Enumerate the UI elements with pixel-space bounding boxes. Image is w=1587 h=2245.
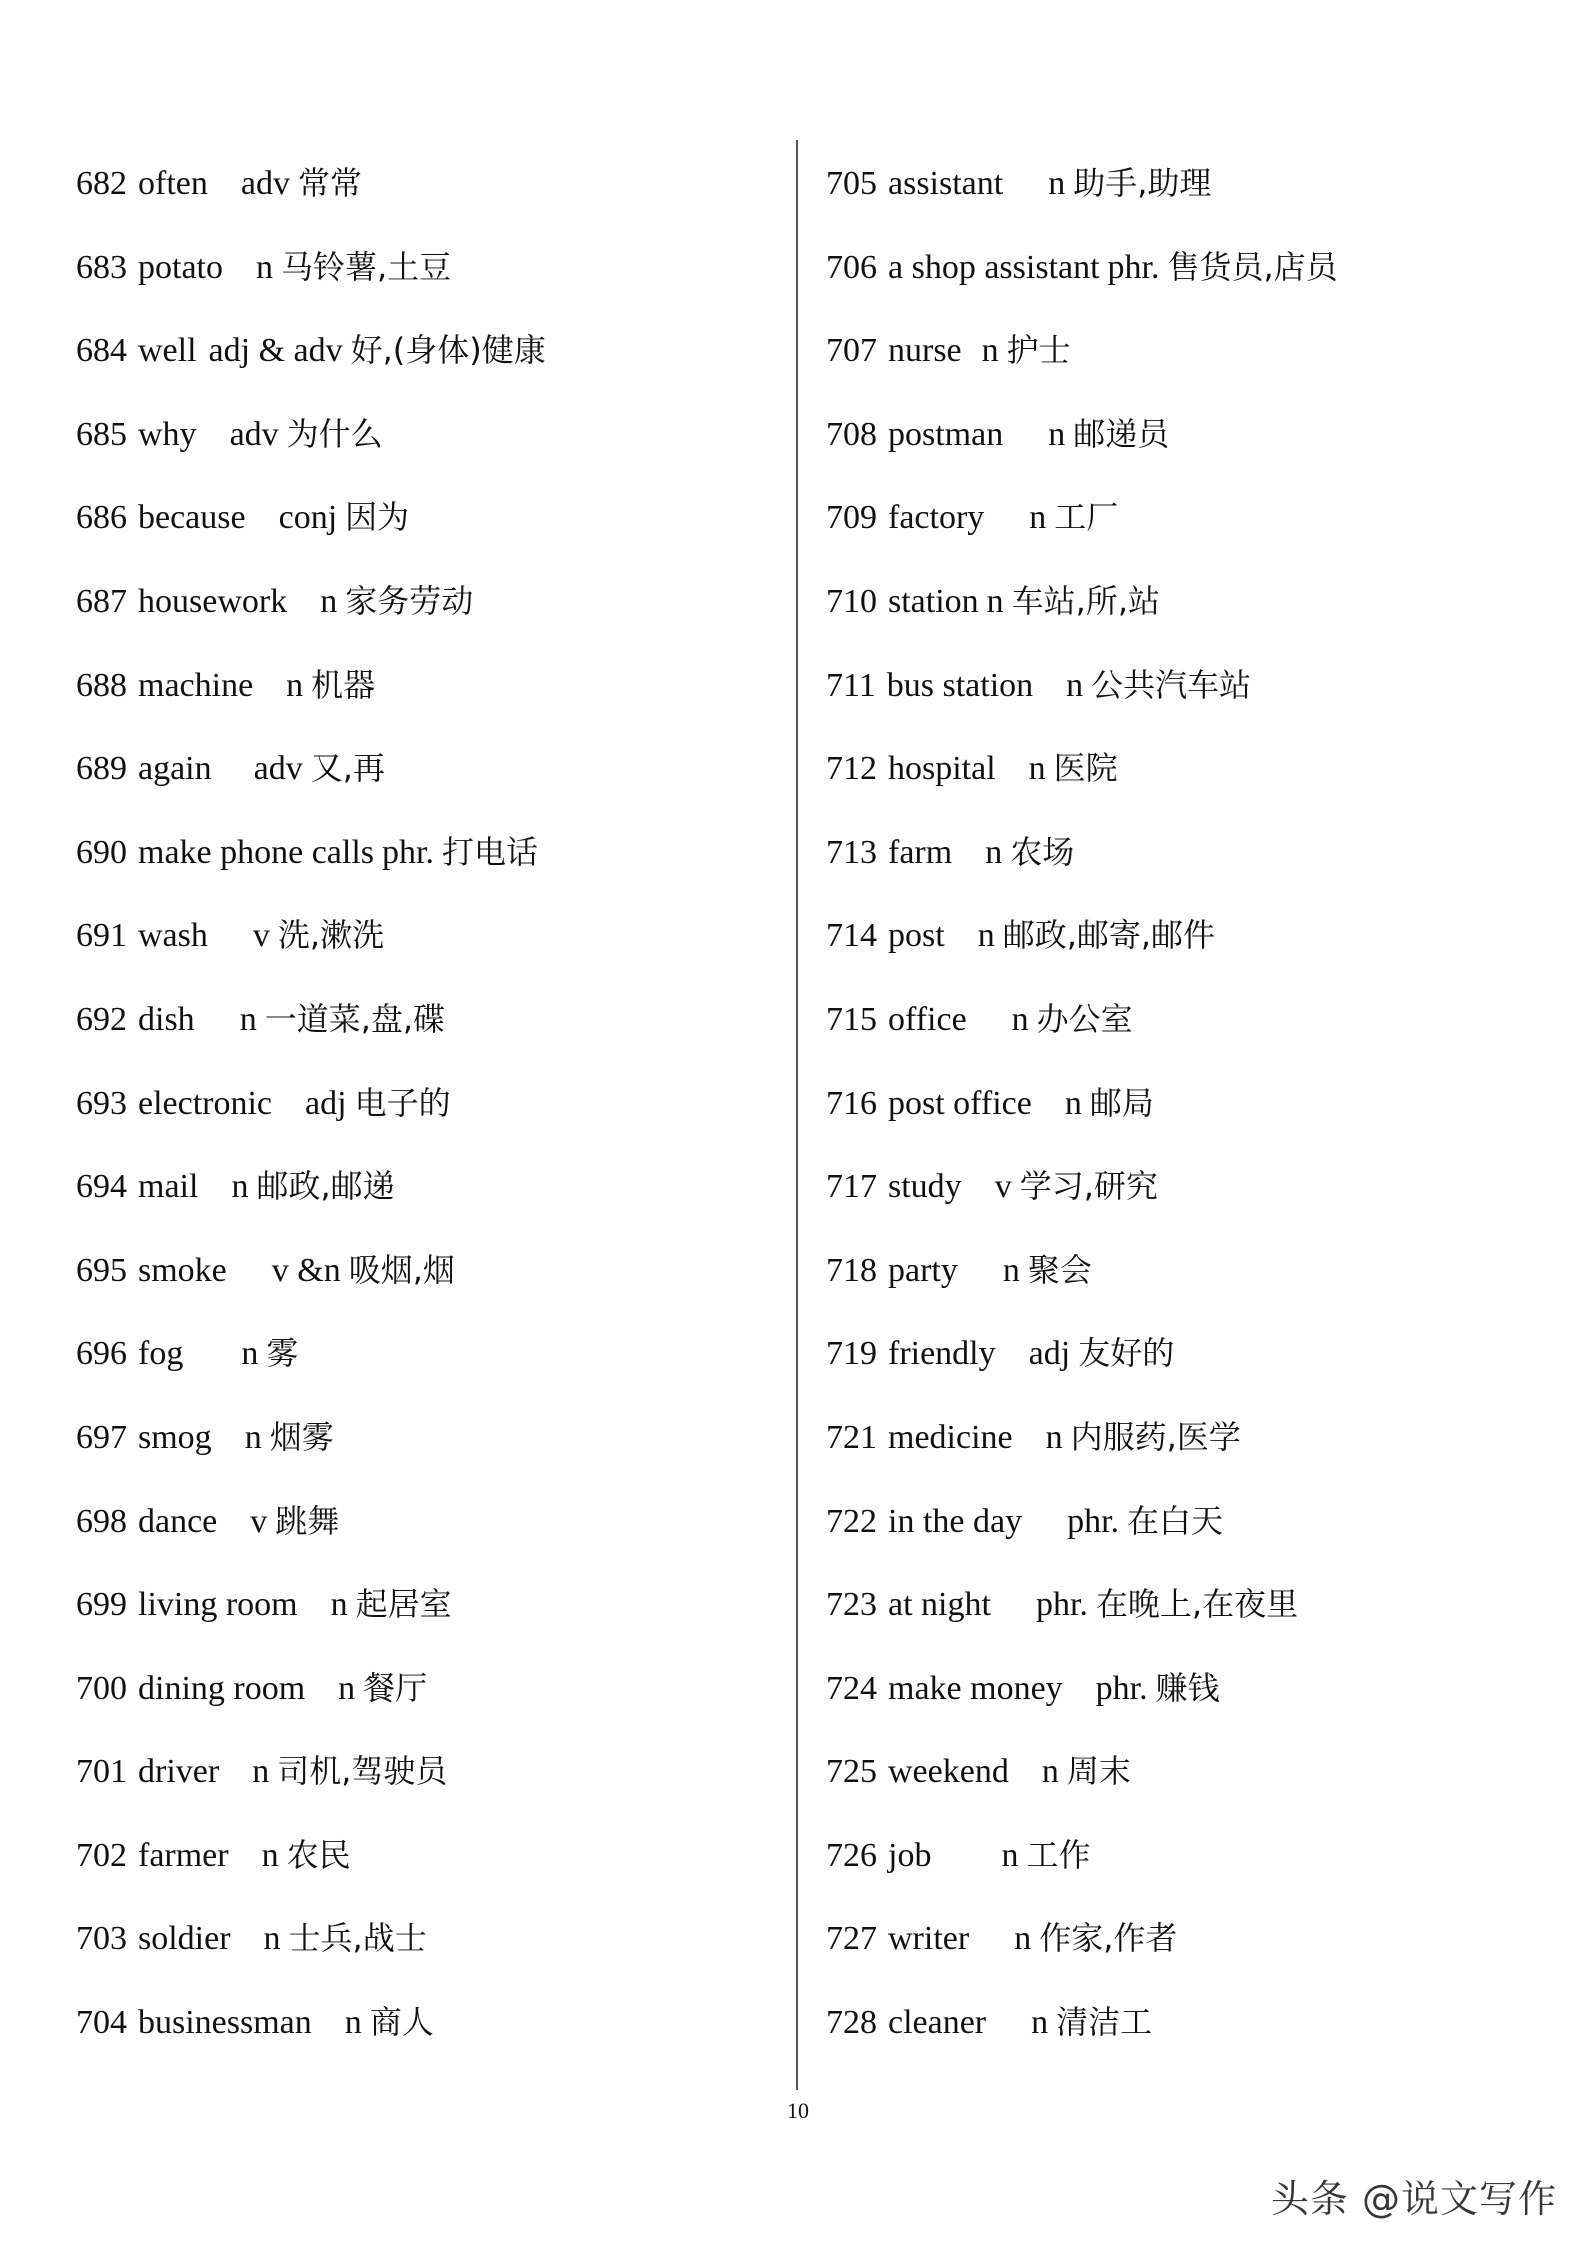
entry-meaning: 因为 <box>345 498 410 537</box>
entry-meaning: 邮递员 <box>1073 414 1170 453</box>
entry-word: living room <box>138 1586 298 1624</box>
vocab-entry <box>76 573 776 657</box>
entry-number: 699 <box>76 1586 127 1624</box>
entry-word: dish <box>138 1000 195 1038</box>
entry-part-of-speech: v <box>994 1168 1012 1206</box>
entry-number: 687 <box>76 582 127 620</box>
vocab-entry <box>826 1994 1546 2078</box>
vocab-entry <box>76 740 776 824</box>
entry-meaning: 司机,驾驶员 <box>277 1752 448 1791</box>
vocab-entry <box>76 1409 776 1493</box>
entry-word: farm <box>888 833 953 871</box>
entry-part-of-speech: n <box>320 582 338 620</box>
entry-word: study <box>888 1168 962 1206</box>
entry-meaning: 一道菜,盘,碟 <box>264 999 446 1038</box>
entry-meaning: 工作 <box>1026 1835 1091 1874</box>
entry-part-of-speech: n <box>1014 1920 1032 1958</box>
entry-number: 700 <box>76 1669 127 1707</box>
entry-word: dining room <box>138 1669 306 1707</box>
entry-word: because <box>138 499 246 537</box>
entry-number: 692 <box>76 1000 127 1038</box>
entry-word: potato <box>138 248 223 286</box>
vocab-entry <box>76 1325 776 1409</box>
entry-number: 689 <box>76 750 127 788</box>
entry-part-of-speech: n <box>981 332 999 370</box>
vocab-entry <box>76 1493 776 1577</box>
entry-number: 685 <box>76 415 127 453</box>
vocab-entry <box>76 657 776 741</box>
entry-meaning: 洗,漱洗 <box>277 916 385 955</box>
entry-part-of-speech: n <box>261 1836 279 1874</box>
entry-number: 706 <box>826 248 877 286</box>
entry-meaning: 学习,研究 <box>1019 1167 1158 1206</box>
entry-meaning: 农场 <box>1010 832 1075 871</box>
vocab-entry <box>826 239 1546 323</box>
entry-word: make phone calls <box>138 833 375 871</box>
entry-number: 717 <box>826 1168 877 1206</box>
entry-number: 683 <box>76 248 127 286</box>
entry-part-of-speech: n <box>977 917 995 955</box>
entry-meaning: 电子的 <box>354 1083 451 1122</box>
entry-word: bus station <box>886 666 1034 704</box>
column-divider <box>796 140 798 2090</box>
vocab-entry <box>76 489 776 573</box>
vocab-entry <box>76 991 776 1075</box>
vocab-entry <box>826 322 1546 406</box>
entry-meaning: 机器 <box>311 665 376 704</box>
vocab-entry <box>826 824 1546 908</box>
entry-meaning: 周末 <box>1066 1752 1131 1791</box>
entry-meaning: 吸烟,烟 <box>348 1250 455 1289</box>
vocab-entry <box>826 740 1546 824</box>
entry-meaning: 在白天 <box>1127 1501 1224 1540</box>
entry-part-of-speech: v <box>250 1502 268 1540</box>
entry-meaning: 售货员,店员 <box>1167 247 1338 286</box>
vocab-entry <box>826 155 1546 239</box>
entry-number: 722 <box>826 1502 877 1540</box>
vocab-entry <box>76 1743 776 1827</box>
entry-part-of-speech: adj <box>1028 1335 1071 1373</box>
vocab-entry <box>76 1660 776 1744</box>
entry-meaning: 办公室 <box>1036 999 1133 1038</box>
entry-word: soldier <box>138 1920 231 1958</box>
entry-number: 701 <box>76 1753 127 1791</box>
entry-number: 712 <box>826 750 877 788</box>
entry-number: 715 <box>826 1000 877 1038</box>
entry-word: hospital <box>888 750 996 788</box>
entry-number: 726 <box>826 1836 877 1874</box>
entry-part-of-speech: phr. <box>1035 1586 1088 1624</box>
vocab-entry <box>826 406 1546 490</box>
vocab-column-left <box>76 155 776 2078</box>
entry-word: smoke <box>138 1251 227 1289</box>
entry-part-of-speech: n <box>985 833 1003 871</box>
entry-word: smog <box>138 1418 212 1456</box>
entry-meaning: 家务劳动 <box>345 581 474 620</box>
vocab-entry <box>826 1242 1546 1326</box>
vocab-column-right <box>826 155 1546 2078</box>
vocab-entry <box>826 1325 1546 1409</box>
vocab-entry <box>826 1409 1546 1493</box>
entry-meaning: 在晚上,在夜里 <box>1095 1585 1299 1624</box>
entry-part-of-speech: n <box>255 248 273 286</box>
entry-word: businessman <box>138 2004 312 2042</box>
entry-meaning: 农民 <box>286 1835 351 1874</box>
entry-number: 725 <box>826 1753 877 1791</box>
vocab-entry <box>826 1493 1546 1577</box>
entry-part-of-speech: adj & adv <box>208 332 343 370</box>
entry-number: 724 <box>826 1669 877 1707</box>
entry-number: 718 <box>826 1251 877 1289</box>
entry-meaning: 内服药,医学 <box>1070 1417 1241 1456</box>
vocab-entry <box>826 573 1546 657</box>
entry-word: at night <box>888 1586 991 1624</box>
entry-meaning: 赚钱 <box>1155 1668 1220 1707</box>
entry-number: 698 <box>76 1502 127 1540</box>
vocab-entry <box>826 1827 1546 1911</box>
vocab-entry <box>76 1827 776 1911</box>
entry-word: friendly <box>888 1335 996 1373</box>
entry-word: wash <box>138 917 208 955</box>
entry-part-of-speech: n <box>252 1753 270 1791</box>
entry-meaning: 雾 <box>266 1334 299 1373</box>
entry-meaning: 作家,作者 <box>1039 1919 1178 1958</box>
entry-number: 710 <box>826 582 877 620</box>
entry-word: electronic <box>138 1084 273 1122</box>
entry-word: farmer <box>138 1836 229 1874</box>
vocab-entry <box>76 1576 776 1660</box>
entry-meaning: 邮政,邮寄,邮件 <box>1002 916 1216 955</box>
vocab-entry <box>76 322 776 406</box>
entry-part-of-speech: n <box>1011 1000 1029 1038</box>
entry-part-of-speech: adv <box>240 165 290 202</box>
entry-number: 728 <box>826 2004 877 2042</box>
vocab-entry <box>76 1075 776 1159</box>
entry-meaning: 为什么 <box>286 414 383 453</box>
entry-meaning: 士兵,战士 <box>288 1919 427 1958</box>
entry-part-of-speech: adv <box>229 415 279 453</box>
page-number: 10 <box>787 2098 809 2123</box>
entry-number: 691 <box>76 917 127 955</box>
entry-word: postman <box>888 415 1004 453</box>
entry-number: 693 <box>76 1084 127 1122</box>
entry-part-of-speech: v <box>252 917 270 955</box>
entry-word: station <box>888 582 979 620</box>
entry-part-of-speech: n <box>244 1418 262 1456</box>
watermark-logo: 头条 @说文写作 <box>1270 2177 1557 2221</box>
vocab-entry <box>76 239 776 323</box>
entry-part-of-speech: n <box>1002 1251 1020 1289</box>
vocab-entry <box>826 1910 1546 1994</box>
entry-word: nurse <box>888 332 962 370</box>
entry-part-of-speech: v &n <box>271 1251 341 1289</box>
entry-number: 705 <box>826 165 877 202</box>
entry-word: housework <box>138 582 288 620</box>
entry-number: 723 <box>826 1586 877 1624</box>
entry-number: 704 <box>76 2004 127 2042</box>
entry-number: 716 <box>826 1084 877 1122</box>
vocab-entry <box>826 907 1546 991</box>
entry-number: 696 <box>76 1335 127 1373</box>
entry-word: cleaner <box>888 2004 987 2042</box>
entry-number: 711 <box>826 666 876 704</box>
entry-part-of-speech: n <box>1028 750 1046 788</box>
entry-word: post <box>888 917 945 955</box>
entry-word: well <box>138 332 197 370</box>
entry-part-of-speech: n <box>1066 666 1084 704</box>
vocab-entry <box>826 657 1546 741</box>
entry-number: 714 <box>826 917 877 955</box>
entry-word: weekend <box>888 1753 1009 1791</box>
entry-number: 707 <box>826 332 877 370</box>
vocab-entry <box>76 155 776 239</box>
entry-part-of-speech: conj <box>278 499 338 537</box>
entry-meaning: 助手,助理 <box>1073 164 1212 202</box>
entry-number: 708 <box>826 415 877 453</box>
entry-number: 702 <box>76 1836 127 1874</box>
entry-meaning: 工厂 <box>1054 498 1119 537</box>
vocab-entry <box>76 1910 776 1994</box>
entry-number: 721 <box>826 1418 877 1456</box>
vocab-entry <box>826 489 1546 573</box>
vocab-entry <box>76 1242 776 1326</box>
entry-meaning: 公共汽车站 <box>1091 665 1252 704</box>
entry-part-of-speech: n <box>1041 1753 1059 1791</box>
vocab-entry <box>76 1994 776 2078</box>
entry-word: often <box>138 165 208 202</box>
entry-word: medicine <box>888 1418 1013 1456</box>
entry-meaning: 又,再 <box>310 749 385 788</box>
vocab-entry <box>76 907 776 991</box>
entry-part-of-speech: phr. <box>1095 1669 1148 1707</box>
entry-meaning: 邮局 <box>1089 1083 1154 1122</box>
entry-meaning: 护士 <box>1006 331 1071 370</box>
vocab-entry <box>826 1158 1546 1242</box>
entry-word: job <box>888 1836 932 1874</box>
vocab-entry <box>76 1158 776 1242</box>
entry-meaning: 商人 <box>369 2003 434 2042</box>
entry-word: mail <box>138 1168 199 1206</box>
entry-meaning: 餐厅 <box>363 1668 428 1707</box>
entry-word: in the day <box>888 1502 1023 1540</box>
entry-meaning: 起居室 <box>355 1585 452 1624</box>
entry-number: 703 <box>76 1920 127 1958</box>
entry-meaning: 常常 <box>297 164 362 202</box>
entry-number: 690 <box>76 833 127 871</box>
entry-meaning: 跳舞 <box>275 1501 340 1540</box>
vocab-entry <box>76 824 776 908</box>
entry-number: 682 <box>76 165 127 202</box>
entry-part-of-speech: adj <box>305 1084 347 1122</box>
entry-number: 719 <box>826 1335 877 1373</box>
entry-part-of-speech: n <box>338 1669 356 1707</box>
entry-word: a shop assistant <box>888 248 1100 286</box>
entry-part-of-speech: n <box>1048 165 1066 202</box>
entry-meaning: 友好的 <box>1078 1334 1175 1373</box>
entry-part-of-speech: n <box>239 1000 257 1038</box>
entry-meaning: 聚会 <box>1027 1250 1092 1289</box>
entry-meaning: 清洁工 <box>1056 2003 1153 2042</box>
entry-word: why <box>138 415 197 453</box>
entry-word: machine <box>138 666 254 704</box>
entry-part-of-speech: n <box>1064 1084 1082 1122</box>
vocab-entry <box>76 406 776 490</box>
entry-meaning: 打电话 <box>441 832 538 871</box>
entry-part-of-speech: n <box>263 1920 281 1958</box>
entry-part-of-speech: n <box>986 582 1004 620</box>
entry-word: writer <box>888 1920 970 1958</box>
entry-word: driver <box>138 1753 220 1791</box>
vocab-entry <box>826 1075 1546 1159</box>
entry-word: make money <box>888 1669 1063 1707</box>
entry-part-of-speech: n <box>1048 415 1066 453</box>
entry-part-of-speech: adv <box>253 750 303 788</box>
entry-word: factory <box>888 499 985 537</box>
entry-word: dance <box>138 1502 218 1540</box>
entry-word: office <box>888 1000 967 1038</box>
entry-part-of-speech: n <box>286 666 304 704</box>
entry-part-of-speech: n <box>1029 499 1047 537</box>
vocab-entry <box>826 991 1546 1075</box>
entry-part-of-speech: n <box>1001 1836 1019 1874</box>
entry-meaning: 好,(身体)健康 <box>350 331 546 370</box>
entry-word: again <box>138 750 212 788</box>
entry-number: 686 <box>76 499 127 537</box>
entry-meaning: 车站,所,站 <box>1011 581 1161 620</box>
entry-part-of-speech: n <box>1031 2004 1049 2042</box>
entry-number: 709 <box>826 499 877 537</box>
entry-part-of-speech: phr. <box>382 833 434 871</box>
entry-meaning: 烟雾 <box>269 1417 334 1456</box>
entry-number: 684 <box>76 332 127 370</box>
vocab-entry <box>826 1743 1546 1827</box>
entry-part-of-speech: n <box>231 1168 249 1206</box>
vocab-entry <box>826 1576 1546 1660</box>
entry-number: 688 <box>76 666 127 704</box>
entry-part-of-speech: phr. <box>1067 1502 1120 1540</box>
entry-word: post office <box>888 1084 1032 1122</box>
entry-word: assistant <box>888 165 1004 202</box>
entry-part-of-speech: n <box>1045 1418 1063 1456</box>
entry-number: 695 <box>76 1251 127 1289</box>
entry-word: fog <box>138 1335 184 1373</box>
entry-meaning: 医院 <box>1053 749 1118 788</box>
vocab-entry <box>826 1660 1546 1744</box>
entry-meaning: 邮政,邮递 <box>256 1167 395 1206</box>
entry-meaning: 马铃薯,土豆 <box>280 247 452 286</box>
entry-part-of-speech: n <box>330 1586 348 1624</box>
entry-number: 727 <box>826 1920 877 1958</box>
entry-part-of-speech: phr. <box>1107 248 1160 286</box>
entry-part-of-speech: n <box>241 1335 259 1373</box>
entry-number: 713 <box>826 833 877 871</box>
entry-word: party <box>888 1251 958 1289</box>
entry-part-of-speech: n <box>344 2004 362 2042</box>
entry-number: 697 <box>76 1418 127 1456</box>
entry-number: 694 <box>76 1168 127 1206</box>
